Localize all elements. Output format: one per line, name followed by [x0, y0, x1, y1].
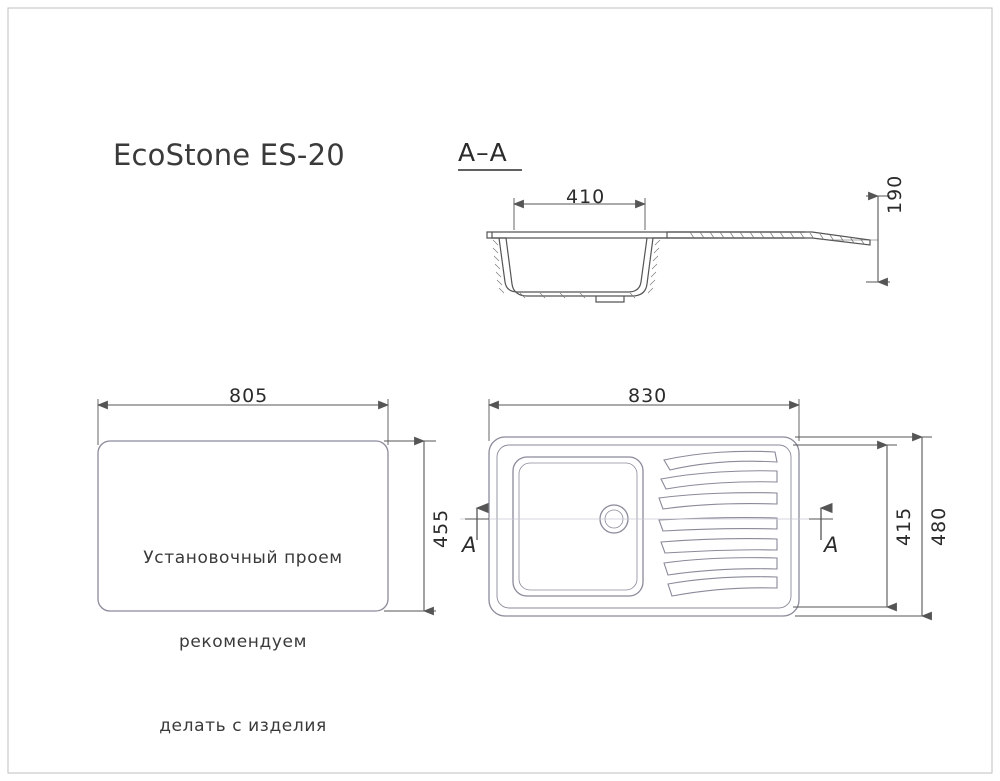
section-view: [487, 232, 870, 302]
installation-note-line-3: делать с изделия: [159, 716, 327, 736]
section-cut-markers: [465, 508, 833, 540]
cut-marker-label-left: A: [462, 533, 477, 557]
dimension-label-805: 805: [229, 385, 269, 407]
dimension-label-410: 410: [566, 186, 606, 208]
installation-note-line-1: Установочный проем: [143, 548, 343, 568]
installation-note-line-2: рекомендуем: [178, 632, 307, 652]
dimension-label-830: 830: [628, 385, 668, 407]
dimension-label-190: 190: [884, 174, 906, 214]
page-title: EcoStone ES-20: [113, 138, 345, 172]
sink-top-view: [460, 437, 830, 616]
installation-note: [98, 488, 388, 781]
dimension-label-480: 480: [928, 506, 950, 546]
cut-marker-label-right: A: [824, 533, 839, 557]
dimension-415: [793, 445, 897, 607]
section-label: A–A: [458, 138, 508, 167]
dimension-455: [384, 441, 436, 611]
dimension-label-415: 415: [893, 506, 915, 546]
dimension-label-455: 455: [430, 508, 452, 548]
